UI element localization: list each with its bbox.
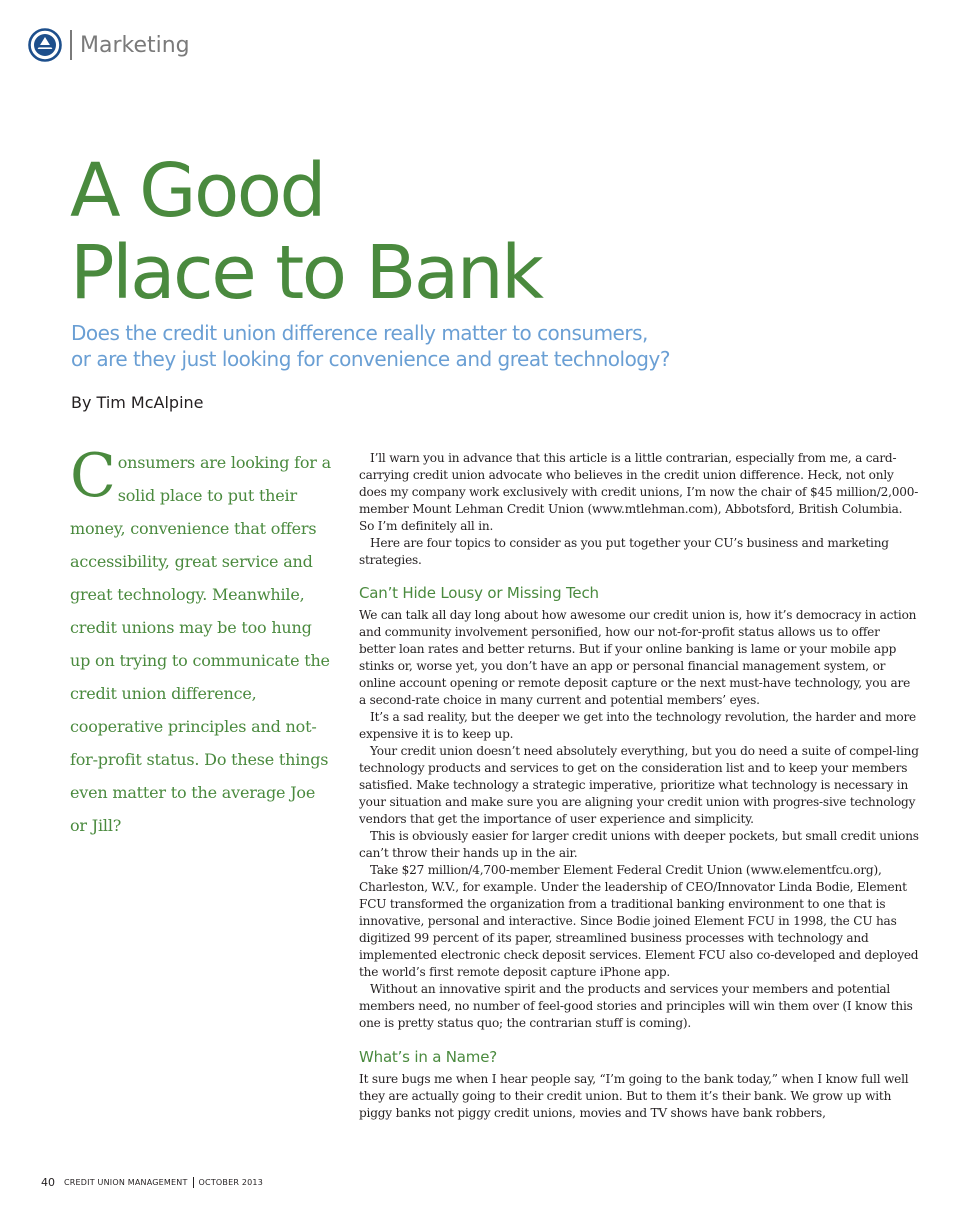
pull-quote-text: onsumers are looking for a solid place to put their money, convenience that offers accessibility, great service and great technology. Meanwhile, credit unions may be too hung up on trying to communicate the credit union difference, cooperative principles and not-for-profit status. Do these things even matter to the average Joe or Jill? <box>70 453 331 835</box>
body-paragraph: Take $27 million/4,700-member Element Federal Credit Union (www.elementfcu.org), Charleston, W.V., for example. Under the leadership of CEO/Innovator Linda Bodie, Element FCU transformed the organization from a traditional banking environment to one that is innovative, personal and interactive. Since Bodie joined Element FCU in 1998, the CU has digitized 99 percent of its paper, streamlined business processes with technology and implemented electronic check deposit services. Element FCU also co-developed and deployed the world’s first remote deposit capture iPhone app. <box>359 863 919 979</box>
article-title <box>70 150 541 314</box>
page-footer <box>41 1176 263 1189</box>
body-paragraph: I’ll warn you in advance that this article is a little contrarian, especially from me, a card-carrying credit union advocate who believes in the credit union difference. Heck, not only does my company work exclusively with credit unions, I’m now the chair of $45 million/2,000-member Mount Lehman Credit Union (www.mtlehman.com), Abbotsford, British Columbia. So I’m definitely all in. <box>359 451 919 533</box>
header-divider <box>70 30 72 60</box>
body-paragraph: Here are four topics to consider as you put together your CU’s business and marketing strategies. <box>359 536 889 567</box>
article-body <box>359 450 919 1122</box>
body-paragraph: It sure bugs me when I hear people say, “I’m going to the bank today,” when I know full well they are actually going to their credit union. But to them it’s their bank. We grow up with piggy banks not piggy credit unions, movies and TV shows have bank robbers, <box>359 1072 909 1120</box>
footer-divider <box>193 1177 194 1188</box>
pull-quote <box>70 441 332 842</box>
drop-cap: C <box>70 441 116 511</box>
body-paragraph: This is obviously easier for larger credit unions with deeper pockets, but small credit unions can’t throw their hands up in the air. <box>359 829 919 860</box>
section-heading-name: What’s in a Name? <box>359 1048 497 1066</box>
body-paragraph: Your credit union doesn’t need absolutely everything, but you do need a suite of compel-ling technology products and services to get on the consideration list and to keep your members satisfied. Make technology a strategic imperative, prioritize what technology is necessary in your situation and make sure you are aligning your credit union with progres-sive technology vendors that get the importance of user experience and simplicity. <box>359 744 919 826</box>
cumanagement-logo-icon <box>28 28 62 62</box>
byline: By Tim McAlpine <box>71 393 204 412</box>
publication-name: CREDIT UNION MANAGEMENT <box>64 1178 188 1187</box>
subtitle-line-2: or are they just looking for convenience and great technology? <box>71 347 670 371</box>
page-header <box>28 28 190 62</box>
title-line-2: Place to Bank <box>70 230 542 316</box>
body-paragraph: Without an innovative spirit and the products and services your members and potential members need, no number of feel-good stories and principles will win them over (I know this one is pretty status quo; the contrarian stuff is coming). <box>359 982 913 1030</box>
body-paragraph: It’s a sad reality, but the deeper we get into the technology revolution, the harder and more expensive it is to keep up. <box>359 710 916 741</box>
body-paragraph: We can talk all day long about how awesome our credit union is, how it’s democracy in action and community involvement personified, how our not-for-profit status allows us to offer better loan rates and better returns. But if your online banking is lame or your mobile app stinks or, worse yet, you don’t have an app or personal financial management system, or online account opening or remote deposit capture or the next must-have technology, you are a second-rate choice in many current and potential members’ eyes. <box>359 608 917 707</box>
article-subtitle <box>71 320 731 372</box>
section-label: Marketing <box>80 32 190 58</box>
section-heading-tech: Can’t Hide Lousy or Missing Tech <box>359 584 599 602</box>
title-line-1: A Good <box>70 148 325 234</box>
subtitle-line-1: Does the credit union difference really matter to consumers, <box>71 321 648 345</box>
page-number: 40 <box>41 1176 55 1189</box>
issue-date: OCTOBER 2013 <box>198 1178 264 1187</box>
